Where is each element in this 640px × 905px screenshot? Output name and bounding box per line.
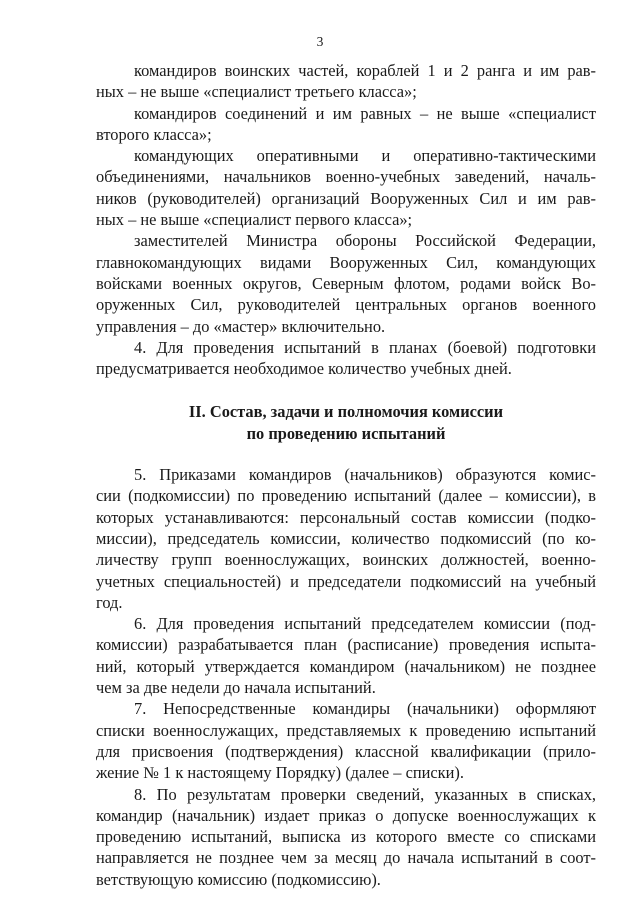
text-line: 4. Для проведения испытаний в планах (боевой) подготовки [134,337,596,357]
text-line: списки военнослужащих, представляемых к проведению испытаний [96,720,596,740]
text-line: объединениями, начальников военно-учебных заведений, началь- [96,167,596,187]
document-body [96,60,596,890]
text-line: направляется не позднее чем за месяц до начала испытаний в соот- [96,848,596,868]
text-line: командир (начальник) издает приказ о допуске военнослужащих к [96,805,596,825]
text-line: 5. Приказами командиров (начальников) образуются комис- [134,465,596,485]
paragraphs-bottom [96,464,596,890]
text-line: жение № 1 к настоящему Порядку) (далее – списки). [96,763,464,783]
text-line: миссии), председатель комиссии, количество подкомиссий (по ко- [96,528,596,548]
text-line: ветствующую комиссию (подкомиссию). [96,869,381,889]
text-line: главнокомандующих видами Вооруженных Сил, командующих [96,252,596,272]
text-line: комиссии) разрабатывается план (расписание) проведения испыта- [96,635,596,655]
text-line: чем за две недели до начала испытаний. [96,678,376,698]
text-line: второго класса»; [96,124,212,144]
text-line: ных – не выше «специалист первого класса»; [96,210,413,230]
text-line: которых устанавливаются: персональный состав комиссии (подко- [96,507,596,527]
text-line: ников (руководителей) организаций Вооруженных Сил и им рав- [96,188,596,208]
text-line: для присвоения (подтверждения) классной квалификации (прило- [96,741,596,761]
text-line: командиров соединений и им равных – не выше «специалист [134,103,596,123]
text-line: предусматривается необходимое количество учебных дней. [96,359,512,379]
text-line: 8. По результатам проверки сведений, указанных в списках, [134,784,596,804]
text-line: сии (подкомиссии) по проведению испытаний (далее – комиссии), в [96,486,596,506]
page-number: 3 [316,34,324,49]
text-line: проведению испытаний, выписка из которого вместе со списками [96,827,596,847]
text-line: ний, который утверждается командиром (начальником) не позднее [96,656,596,676]
text-line: личеству групп военнослужащих, воинских должностей, военно- [96,550,596,570]
text-line: командующих оперативными и оперативно-тактическими [134,146,596,166]
text-line: управления – до «мастер» включительно. [96,316,386,336]
text-line: командиров воинских частей, кораблей 1 и 2 ранга и им рав- [134,61,596,80]
text-line: учетных специальностей) и председатели подкомиссий на учебный [96,571,596,591]
paragraphs-top [96,60,596,379]
section-heading-line-1: II. Состав, задачи и полномочия комиссии [188,402,504,422]
text-line: год. [96,592,123,612]
text-line: ных – не выше «специалист третьего класса»; [96,82,417,102]
text-line: войсками военных округов, Северным флотом, родами войск Во- [96,273,596,293]
text-line: 6. Для проведения испытаний председателем комиссии (под- [134,614,596,634]
text-line: 7. Непосредственные командиры (начальники) оформляют [134,699,596,719]
text-line: заместителей Министра обороны Российской Федерации, [134,231,596,251]
section-heading-line-2: по проведению испытаний [246,423,446,443]
text-line: оруженных Сил, руководителей центральных органов военного [96,295,596,315]
